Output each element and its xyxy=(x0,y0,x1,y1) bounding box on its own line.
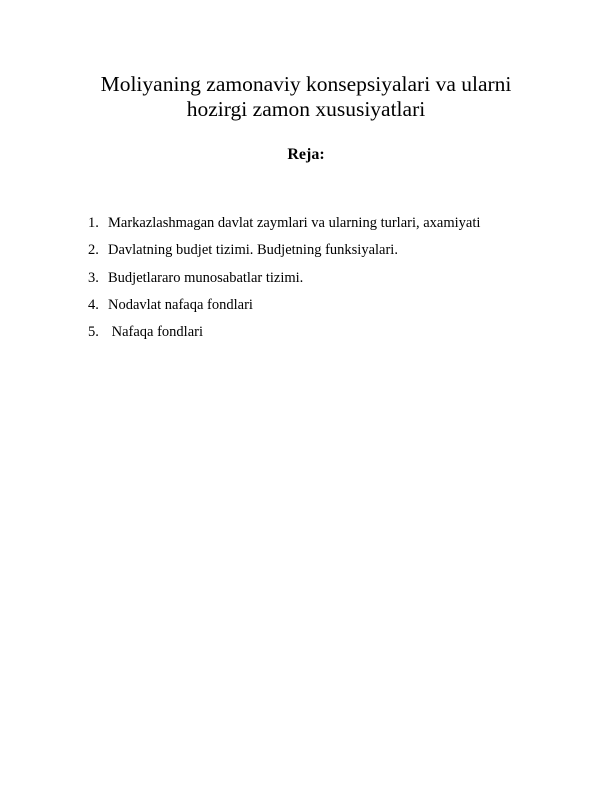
plan-item xyxy=(88,240,548,267)
plan-item-number: 1. xyxy=(88,215,99,231)
document-title xyxy=(60,72,552,122)
plan-item-number: 3. xyxy=(88,269,99,286)
plan-item-text: Davlatning budjet tizimi. Budjetning funksiyalari. xyxy=(108,242,398,259)
plan-item-number: 5. xyxy=(88,324,99,341)
plan-item-text: Markazlashmagan davlat zaymlari va ularning turlari, axamiyati xyxy=(108,215,481,231)
plan-item-number: 4. xyxy=(88,296,99,313)
plan-heading: Reja: xyxy=(287,146,325,163)
plan-item xyxy=(88,213,548,240)
plan-list xyxy=(88,213,548,349)
plan-item-text: Nodavlat nafaqa fondlari xyxy=(108,296,253,313)
plan-item-number: 2. xyxy=(88,242,99,259)
title-line-2: hozirgi zamon xususiyatlari xyxy=(186,97,426,121)
plan-item xyxy=(88,295,548,322)
title-line-1: Moliyaning zamonaviy konsepsiyalari va ularni xyxy=(100,72,512,96)
plan-item xyxy=(88,322,548,349)
plan-item xyxy=(88,268,548,295)
plan-item-text: Nafaqa fondlari xyxy=(108,324,204,341)
plan-item-text: Budjetlararo munosabatlar tizimi. xyxy=(108,269,304,286)
